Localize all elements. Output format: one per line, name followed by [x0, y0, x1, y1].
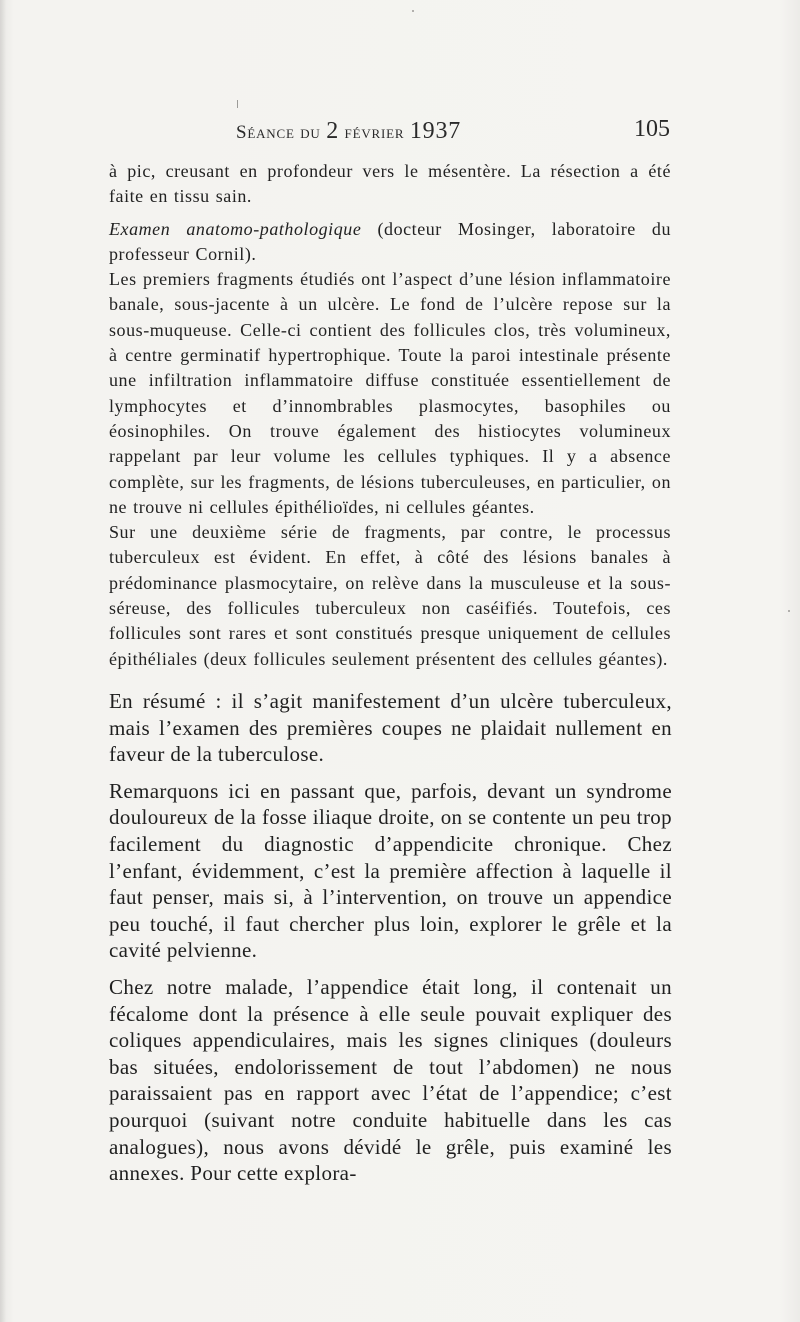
running-head-part: 2: [326, 118, 339, 144]
paragraph: [109, 217, 671, 268]
report-section: [109, 159, 671, 672]
page-header: [110, 118, 670, 148]
paragraph: Sur une deuxième série de fragments, par contre, le processus tuberculeux est évident. En effet, à côté des lésions banales à prédominance plasmocytaire, on relève dans la musculeuse et la sous-séreuse, des follicules tuberculeux non caséifiés. Toutefois, ces follicules sont rares et sont constitués presque uniquement de cellules épithéliales (deux follicules seulement présentent des cellules géantes).: [109, 522, 671, 669]
running-head-part: février: [339, 122, 410, 143]
paragraph-text: (docteur Mosinger, laboratoire du professeur Cornil).: [109, 218, 671, 264]
page-number: 105: [634, 116, 670, 142]
running-head-part: Séance du: [236, 122, 327, 143]
paper-speck: [412, 10, 414, 12]
paragraph: En résumé : il s’agit manifestement d’un ulcère tuberculeux, mais l’examen des premières coupes ne plaidait nullement en faveur de la tuberculose.: [109, 689, 672, 767]
italic-heading: Examen anatomo-pathologique: [109, 218, 362, 239]
discussion-section: [109, 688, 672, 1187]
paper-speck: [237, 100, 238, 108]
paragraph: Chez notre malade, l’appendice était long, il contenait un fécalome dont la présence à elle seule pouvait expliquer des coliques appendiculaires, mais les signes cliniques (douleurs bas situées, endolorissement de tout l’abdomen) ne nous paraissaient pas en rapport avec l’état de l’appendice; c’est pourquoi (suivant notre conduite habituelle dans les cas analogues), nous avons dévidé le grêle, puis examiné les annexes. Pour cette explora-: [109, 974, 672, 1186]
paragraph: à pic, creusant en profondeur vers le mésentère. La résection a été faite en tissu sain.: [109, 161, 671, 207]
running-head-part: 1937: [409, 118, 462, 144]
binding-shadow: [0, 0, 6, 1322]
paper-speck: [788, 610, 790, 612]
paragraph: Les premiers fragments étudiés ont l’aspect d’une lésion inflammatoire banale, sous-jacente à un ulcère. Le fond de l’ulcère repose sur la sous-muqueuse. Celle-ci contient des follicules clos, très volumineux, à centre germinatif hypertrophique. Toute la paroi intestinale présente une infiltration inflammatoire diffuse constituée essentiellement de lymphocytes et d’innombrables plasmocytes, basophiles ou éosinophiles. On trouve également des histiocytes volumineux rappelant par leur volume les cellules typhiques. Il y a absence complète, sur les fragments, de lésions tuberculeuses, en particulier, on ne trouve ni cellules épithélioïdes, ni cellules géantes.: [109, 269, 671, 517]
paragraph: Remarquons ici en passant que, parfois, devant un syndrome douloureux de la fosse iliaque droite, on se contente un peu trop facilement du diagnostic d’appendicite chronique. Chez l’enfant, évidemment, c’est la première affection à laquelle il faut penser, mais si, à l’intervention, on trouve un appendice peu touché, il faut chercher plus loin, explorer le grêle et la cavité pelvienne.: [109, 778, 672, 963]
running-head: [236, 118, 461, 145]
